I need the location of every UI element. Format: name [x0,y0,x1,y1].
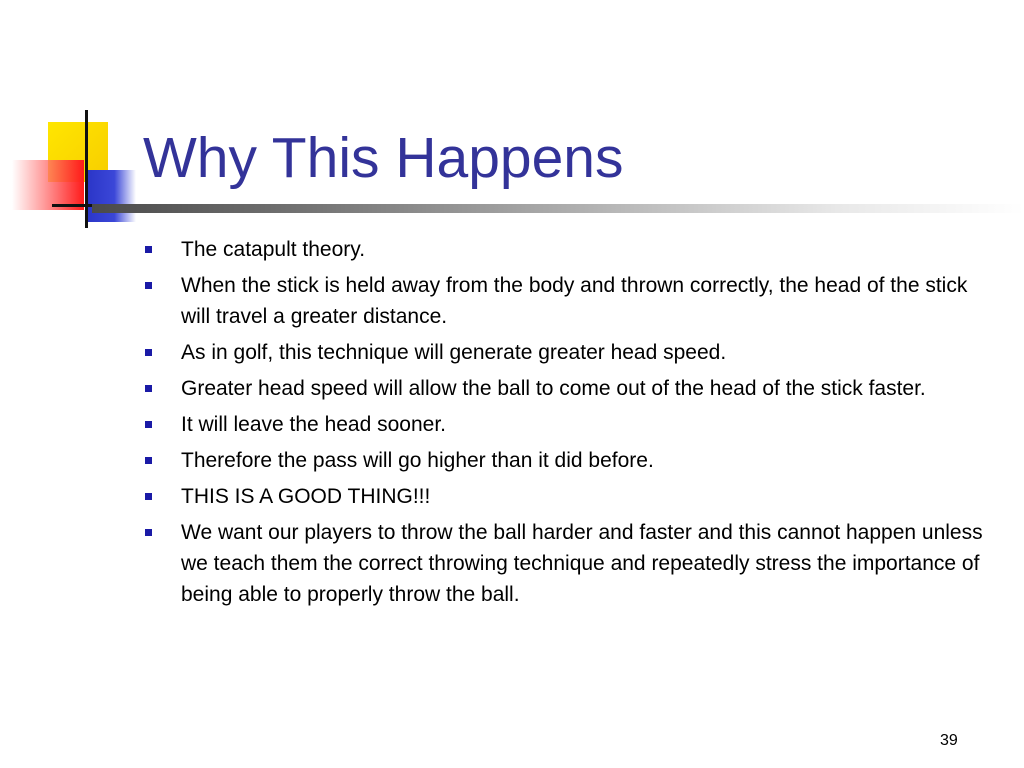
bullet-list [140,234,1000,615]
square-bullet-icon [145,421,152,428]
bullet-text: The catapult theory. [181,238,366,261]
red-square [12,160,84,210]
bullet-item [140,481,1000,512]
bullet-item [140,270,1000,332]
slide-title: Why This Happens [143,126,624,190]
bullet-text: Therefore the pass will go higher than it did before. [181,449,654,472]
bullet-item [140,234,1000,265]
bullet-item [140,337,1000,368]
bullet-item [140,373,1000,404]
bullet-item [140,409,1000,440]
bullet-text: We want our players to throw the ball harder and faster and this cannot happen unless we teach them the correct throwing technique and repeatedly stress the importance of being able to properly throw the ball. [181,521,983,606]
square-bullet-icon [145,246,152,253]
blue-square [88,170,136,222]
bullet-text: It will leave the head sooner. [181,413,447,436]
bullet-item [140,445,1000,476]
bullet-text: When the stick is held away from the body and thrown correctly, the head of the stick will travel a greater distance. [181,274,968,328]
square-bullet-icon [145,493,152,500]
bullet-text: As in golf, this technique will generate greater head speed. [181,341,727,364]
logo-vertical-line [85,110,88,228]
square-bullet-icon [145,529,152,536]
page-number: 39 [940,732,958,749]
bullet-text: Greater head speed will allow the ball to come out of the head of the stick faster. [181,377,926,400]
square-bullet-icon [145,457,152,464]
square-bullet-icon [145,385,152,392]
square-bullet-icon [145,282,152,289]
square-bullet-icon [145,349,152,356]
title-underline [92,204,1024,213]
bullet-text: THIS IS A GOOD THING!!! [181,485,431,508]
bullet-item [140,517,1000,610]
